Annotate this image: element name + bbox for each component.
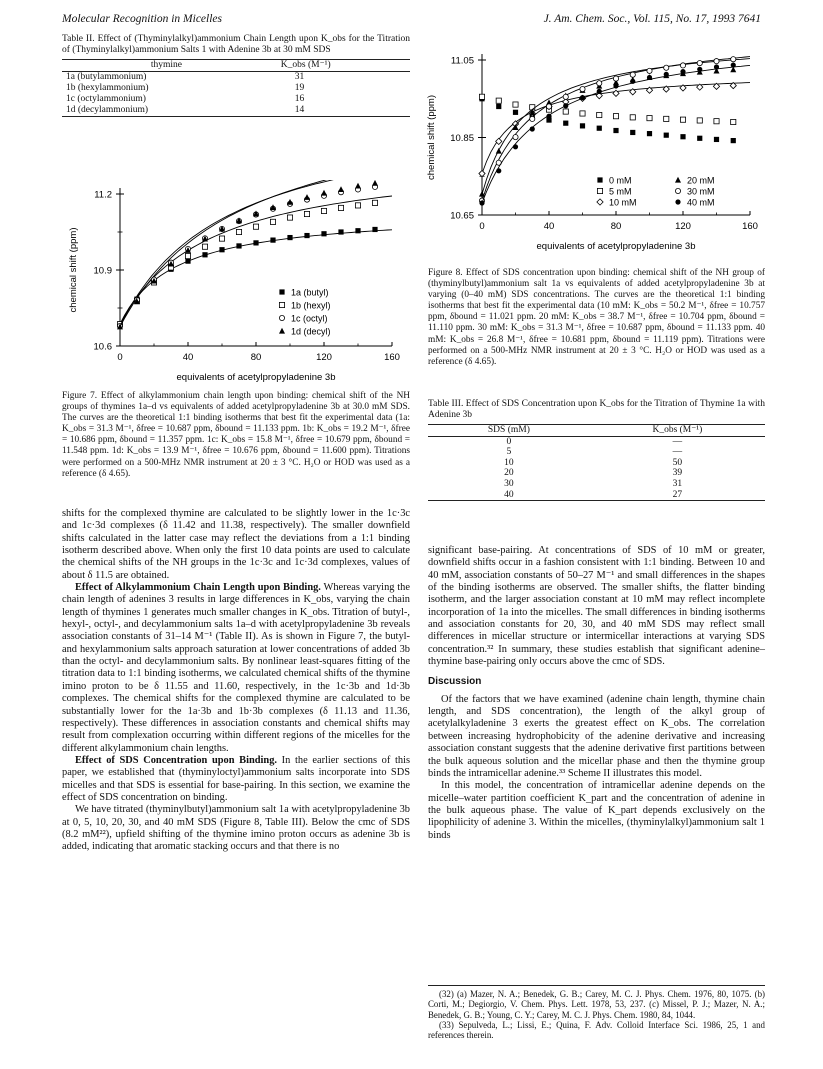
data-point-circle-open xyxy=(546,104,551,109)
paragraph: shifts for the complexed thymine are calculated to be slightly lower in the 1c·3c and 1c·3d complexes (δ 11.42 and 11.38, respectively). The smaller downfield shifts calculated in the latter case may reflect the deviations from a 1:1 binding isotherm described above. When only the first 10 data points are used to calculate the chemical shifts of the NH groups in the 1c·3c and 1c·3d complexes, values of about δ 11.5 are obtained. xyxy=(62,508,410,581)
table-row xyxy=(62,94,410,105)
data-point-circle-filled xyxy=(496,168,501,173)
paragraph: Of the factors that we have examined (adenine chain length, thymine chain length, and SDS concentration), the length of the alkyl group of acetylalkyladenine 3 exerts the greatest effect on K_obs. The correlation between increasing hydrophobicity of the adenine derivative and increasing association constant suggests that the adenine derivative first partitions between the bulk aqueous solution and the micellar phase and then the thymine group binds the intramicellar adenine.³³ Scheme II illustrates this model. xyxy=(428,693,765,779)
table-ii-title: Table II. Effect of (Thyminylalkyl)ammonium Chain Length upon K_obs for the Titration of (Thyminylalkyl)ammonium Salts 1 with Adenine 3b at 30 mM SDS xyxy=(62,34,410,55)
data-point-square-filled xyxy=(338,229,343,234)
y-tick-label: 10.9 xyxy=(93,265,112,277)
data-point-square-filled xyxy=(321,231,326,236)
legend-label: 1d (decyl) xyxy=(291,326,331,337)
data-point-square-open xyxy=(613,114,618,119)
y-axis-label: chemical shift (ppm) xyxy=(426,95,437,180)
data-point-circle-filled xyxy=(613,83,618,88)
data-point-triangle-filled xyxy=(279,328,285,334)
figure-7-chart xyxy=(62,180,407,390)
section-heading-inline: Effect of SDS Concentration upon Binding. xyxy=(75,754,277,766)
table-cell: 31 xyxy=(672,478,683,489)
legend-label: 5 mM xyxy=(609,186,632,197)
table-cell: 1c (octylammonium) xyxy=(66,94,146,104)
data-point-circle-open xyxy=(530,116,535,121)
data-point-square-open xyxy=(647,116,652,121)
table-iii xyxy=(428,424,765,501)
data-point-triangle-filled xyxy=(496,148,502,154)
data-point-circle-open xyxy=(279,315,284,320)
data-point-circle-open xyxy=(597,81,602,86)
data-point-square-filled xyxy=(697,136,702,141)
data-point-triangle-filled xyxy=(355,183,361,189)
data-point-triangle-filled xyxy=(304,194,310,200)
table-row xyxy=(428,490,765,501)
table-cell: 50 xyxy=(672,457,683,468)
y-tick-label: 11.2 xyxy=(94,189,112,201)
data-point-square-open xyxy=(321,208,326,213)
data-point-circle-open xyxy=(731,57,736,62)
paragraph: In this model, the concentration of intramicellar adenine depends on the micelle–water partition coefficient K_part and the concentration of adenine in the bulk aqueous phase. The value of K_part depends exclusively on the lipophilicity of adenine 3. Within the micelles, (thyminylalkyl)ammonium salt 1 binds xyxy=(428,780,765,841)
data-point-square-filled xyxy=(219,247,224,252)
legend-label: 20 mM xyxy=(687,175,715,186)
data-point-circle-filled xyxy=(546,114,551,119)
table-cell: — xyxy=(672,436,683,447)
data-point-circle-filled xyxy=(664,72,669,77)
y-tick-label: 11.05 xyxy=(450,55,474,67)
table-cell: 1d (decylammonium) xyxy=(62,105,271,117)
data-point-square-open xyxy=(355,203,360,208)
table-row xyxy=(62,72,410,84)
data-point-square-filled xyxy=(253,240,258,245)
table-cell: 16 xyxy=(294,94,305,104)
data-point-square-filled xyxy=(731,138,736,143)
data-point-circle-open xyxy=(664,65,669,70)
table-cell: 40 xyxy=(428,490,590,501)
table-ii-header-thymine: thymine xyxy=(62,60,271,72)
legend-label: 1c (octyl) xyxy=(291,313,328,324)
paragraph-text: Whereas varying the chain length of adenines 3 results in large differences in K_obs, varying the chain length of thymines 1 generates much smaller changes in K_obs. Titration of butyl-, hexyl-, octyl-, and decylammonium salts 1a–d with acetylpropyladenine 3b reveals association constants of 31–14 M⁻¹ (Table II). As is shown in Figure 7, the butyl- and hexylammonium salts approach saturation at lower concentrations of added 3b than the octyl- and decylammonium salts. By nonlinear least-squares fitting of the titration data to 1:1 binding isotherms, we calculated chemical shifts of the thymine imino proton to be δ 11.55 and 11.60, respectively, in the 1c·3b and 1d·3b complexes. The chemical shifts for the complexed thymine are calculated to be substantially lower for the 1a·3b and 1b·3b complexes (δ 11.13 and 11.36, respectively). These differences in association constants and chemical shifts may result from complexation occurring within different regions of the micelles for the different alkylammonium chain lengths. xyxy=(62,582,410,754)
data-point-square-open xyxy=(714,119,719,124)
table-ii xyxy=(62,59,410,117)
x-tick-label: 120 xyxy=(675,221,691,232)
table-cell: 0 xyxy=(506,436,512,447)
data-point-square-filled xyxy=(597,177,602,182)
y-tick-label: 10.85 xyxy=(450,133,474,144)
data-point-square-filled xyxy=(287,235,292,240)
data-point-diamond-open xyxy=(496,138,502,144)
data-point-square-open xyxy=(563,109,568,114)
data-point-square-filled xyxy=(279,289,284,294)
data-point-square-filled xyxy=(372,227,377,232)
x-axis-label: equivalents of acetylpropyladenine 3b xyxy=(176,372,336,383)
data-point-circle-open xyxy=(697,61,702,66)
table-cell: 39 xyxy=(672,468,683,479)
table-row xyxy=(428,447,765,458)
table-cell: — xyxy=(672,447,683,458)
footnote-32: (32) (a) Mazer, N. A.; Benedek, G. B.; Carey, M. C. J. Phys. Chem. 1976, 80, 1075. (b) Corti, M.; Degiorgio, V. Chem. Phys. Lett. 1978, 53, 237. (c) Missel, P. J.; Mazer, N. A.; Benedek, G. B.; Young, C. Y.; Carey, M. C. J. Phys. Chem. 1980, 84, 1044. xyxy=(428,989,765,1020)
table-iii-header-kobs: K_obs (M⁻¹) xyxy=(590,425,765,437)
data-point-square-open xyxy=(513,102,518,107)
data-point-circle-filled xyxy=(513,144,518,149)
figure-8-caption: Figure 8. Effect of SDS concentration upon binding: chemical shift of the NH group of (thyminylbutyl)ammonium salt 1a vs equivalents of added acetylpropyladenine 3b at varying (0–40 mM) SDS concentrations. The curves are the theoretical 1:1 binding isotherms that best fit the experimental data (10 mM: K_obs = 50.2 M⁻¹, δfree = 10.757 ppm, δbound = 11.021 ppm. 20 mM: K_obs = 38.7 M⁻¹, δfree = 10.704 ppm, δbound = 11.110 ppm. 30 mM: K_obs = 31.3 M⁻¹, δfree = 10.687 ppm, δbound = 11.133 ppm. 40 mM: K_obs = 26.8 M⁻¹, δfree = 10.681 ppm, δbound = 11.119 ppm). Titrations were performed on a 500-MHz NMR instrument at 20 ± 3 °C. H₂O or HOD was used as a reference (δ 4.65). xyxy=(428,268,765,367)
x-tick-label: 160 xyxy=(742,221,758,232)
data-point-circle-open xyxy=(675,188,680,193)
data-point-square-open xyxy=(664,116,669,121)
data-point-circle-open xyxy=(680,63,685,68)
footnotes xyxy=(428,985,765,1040)
table-row xyxy=(428,479,765,490)
table-cell: 10 xyxy=(504,457,514,468)
data-point-square-open xyxy=(680,117,685,122)
data-point-circle-filled xyxy=(530,126,535,131)
x-axis-label: equivalents of acetylpropyladenine 3b xyxy=(536,241,696,252)
data-point-square-open xyxy=(697,118,702,123)
data-point-triangle-filled xyxy=(372,180,378,186)
data-point-square-filled xyxy=(664,133,669,138)
data-point-circle-filled xyxy=(630,79,635,84)
data-point-square-open xyxy=(185,253,190,258)
footnote-33: (33) Sepulveda, L.; Lissi, E.; Quina, F. Adv. Colloid Interface Sci. 1986, 25, 1 and references therein. xyxy=(428,1019,765,1041)
paragraph xyxy=(62,755,410,804)
data-point-circle-filled xyxy=(680,69,685,74)
data-point-square-open xyxy=(731,119,736,124)
data-point-square-open xyxy=(338,205,343,210)
left-body-text xyxy=(62,508,410,854)
table-cell: 20 xyxy=(504,468,514,479)
table-cell: 30 xyxy=(504,478,514,489)
table-row xyxy=(428,468,765,479)
data-point-triangle-filled xyxy=(338,186,344,192)
table-row xyxy=(62,105,410,117)
table-row xyxy=(428,436,765,447)
discussion-heading: Discussion xyxy=(428,676,482,688)
running-header-right: J. Am. Chem. Soc., Vol. 115, No. 17, 1993 7641 xyxy=(543,13,761,25)
fit-curve xyxy=(120,180,392,326)
table-cell: 31 xyxy=(294,72,305,82)
figure-8-chart xyxy=(420,50,765,270)
figure-7-caption: Figure 7. Effect of alkylammonium chain length upon binding: chemical shift of the NH groups of thymines 1a–d vs equivalents of added acetylpropyladenine 3b at 30.0 mM SDS. The curves are the theoretical 1:1 binding isotherms that best fit the experimental data (1a: K_obs = 31.3 M⁻¹, δfree = 10.687 ppm, δbound = 11.133 ppm. 1b: K_obs = 19.2 M⁻¹, δfree = 10.686 ppm, δbound = 11.357 ppm. 1c: K_obs = 15.8 M⁻¹, δfree = 10.679 ppm, δbound = 11.548 ppm. 1d: K_obs = 13.9 M⁻¹, δfree = 10.676 ppm, δbound = 11.600 ppm). Titrations were performed on a 500-MHz NMR instrument at 20 ± 3 °C. H₂O or HOD was used as a reference (δ 4.65). xyxy=(62,391,410,479)
data-point-diamond-open xyxy=(597,199,603,205)
x-tick-label: 80 xyxy=(610,221,622,232)
table-row xyxy=(428,458,765,469)
x-tick-label: 80 xyxy=(250,352,262,363)
data-point-square-filled xyxy=(580,123,585,128)
table-cell: 14 xyxy=(271,105,410,117)
data-point-circle-filled xyxy=(580,95,585,100)
data-point-circle-open xyxy=(613,76,618,81)
data-point-square-filled xyxy=(185,259,190,264)
table-iii-block xyxy=(428,399,765,501)
data-point-square-open xyxy=(304,211,309,216)
data-point-square-open xyxy=(372,200,377,205)
data-point-square-open xyxy=(479,94,484,99)
data-point-circle-open xyxy=(647,68,652,73)
table-cell: 1b (hexylammonium) xyxy=(66,83,149,93)
table-cell: 5 xyxy=(506,447,512,458)
x-tick-label: 40 xyxy=(543,221,555,232)
data-point-square-open xyxy=(236,229,241,234)
x-tick-label: 0 xyxy=(479,221,485,232)
data-point-square-filled xyxy=(630,130,635,135)
paragraph: We have titrated (thyminylbutyl)ammonium salt 1a with acetylpropyladenine 3b at 0, 5, 10, 20, 30, and 40 mM SDS (Figure 8, Table III). Below the cmc of SDS (8.2 mM²²), upfield shifting of the thymine imino proton occurs as adenine 3b is added, indicating that aromatic stacking occurs and that there is no xyxy=(62,804,410,853)
table-iii-title: Table III. Effect of SDS Concentration upon K_obs for the Titration of Thymine 1a with Adenine 3b xyxy=(428,399,765,420)
data-point-square-open xyxy=(270,219,275,224)
data-point-circle-filled xyxy=(479,200,484,205)
data-point-circle-open xyxy=(714,59,719,64)
legend-label: 30 mM xyxy=(687,186,715,197)
data-point-square-filled xyxy=(202,252,207,257)
data-point-square-filled xyxy=(270,238,275,243)
data-point-square-open xyxy=(597,112,602,117)
y-tick-label: 10.6 xyxy=(93,341,112,353)
data-point-circle-filled xyxy=(563,103,568,108)
y-axis-label: chemical shift (ppm) xyxy=(68,227,79,313)
data-point-square-open xyxy=(219,236,224,241)
section-heading-inline: Effect of Alkylammonium Chain Length upon Binding. xyxy=(75,582,321,594)
data-point-square-filled xyxy=(647,131,652,136)
data-point-circle-open xyxy=(630,72,635,77)
data-point-circle-filled xyxy=(731,62,736,67)
table-cell: 27 xyxy=(590,490,765,501)
right-body-text xyxy=(428,545,765,842)
data-point-square-filled xyxy=(355,228,360,233)
fit-curve xyxy=(120,180,392,327)
y-tick-label: 10.65 xyxy=(450,210,474,222)
data-point-circle-open xyxy=(513,135,518,140)
data-point-square-open xyxy=(630,115,635,120)
data-point-square-filled xyxy=(496,104,501,109)
data-point-circle-open xyxy=(563,94,568,99)
legend-label: 1b (hexyl) xyxy=(291,300,331,311)
data-point-square-filled xyxy=(513,110,518,115)
data-point-triangle-filled xyxy=(321,190,327,196)
data-point-square-open xyxy=(287,215,292,220)
x-tick-label: 160 xyxy=(384,352,400,363)
table-ii-header-kobs: K_obs (M⁻¹) xyxy=(271,60,410,72)
legend-label: 40 mM xyxy=(687,197,715,208)
data-point-square-filled xyxy=(714,137,719,142)
data-point-square-filled xyxy=(597,126,602,131)
data-point-circle-filled xyxy=(597,89,602,94)
table-iii-header-sds: SDS (mM) xyxy=(428,425,590,437)
data-point-diamond-open xyxy=(479,170,485,176)
data-point-square-open xyxy=(597,188,602,193)
data-point-circle-open xyxy=(580,86,585,91)
legend-label: 0 mM xyxy=(609,175,632,186)
paragraph-text: In the earlier sections of this paper, we established that (thyminyloctyl)ammonium salts incorporate into SDS micelles and that SDS is essential for base-pairing. In this section, we examine the effect of SDS concentration on binding. xyxy=(62,754,410,803)
running-header-left: Molecular Recognition in Micelles xyxy=(62,13,222,25)
paragraph xyxy=(62,582,410,755)
data-point-square-filled xyxy=(304,233,309,238)
table-cell: 19 xyxy=(294,83,305,93)
x-tick-label: 0 xyxy=(117,352,123,363)
data-point-circle-filled xyxy=(675,199,680,204)
data-point-square-filled xyxy=(563,121,568,126)
legend-label: 10 mM xyxy=(609,197,637,208)
data-point-triangle-filled xyxy=(675,177,681,183)
x-tick-label: 40 xyxy=(182,352,194,363)
data-point-square-filled xyxy=(236,243,241,248)
data-point-circle-filled xyxy=(714,64,719,69)
table-cell: 1a (butylammonium) xyxy=(66,72,147,82)
table-ii-block xyxy=(62,34,410,117)
data-point-circle-filled xyxy=(697,67,702,72)
data-point-square-filled xyxy=(613,128,618,133)
table-row xyxy=(62,83,410,94)
data-point-square-open xyxy=(202,244,207,249)
legend-label: 1a (butyl) xyxy=(291,287,329,298)
data-point-circle-filled xyxy=(647,75,652,80)
data-point-square-open xyxy=(580,111,585,116)
x-tick-label: 120 xyxy=(316,352,332,363)
data-point-square-filled xyxy=(680,134,685,139)
data-point-square-open xyxy=(496,98,501,103)
data-point-square-open xyxy=(253,224,258,229)
data-point-square-open xyxy=(279,302,284,307)
paragraph: significant base-pairing. At concentrations of SDS of 10 mM or greater, downfield shifts occur in a fashion consistent with 1:1 binding. Between 10 and 40 mM, association constants of 50–27 M⁻¹ and small differences in the shapes of the binding isotherms are observed. The smaller shifts, the flatter binding isotherm, and the larger association constant at 10 mM may reflect incomplete incorporation of 1a into the micelles. The small differences in binding isotherms and association constants for 20, 30, and 40 mM SDS may reflect small differences in micellar structure or intermicellar interactions at varying SDS concentration.³² In summary, these studies establish that significant adenine–thymine base-pairing only occurs above the cmc of SDS. xyxy=(428,545,765,668)
